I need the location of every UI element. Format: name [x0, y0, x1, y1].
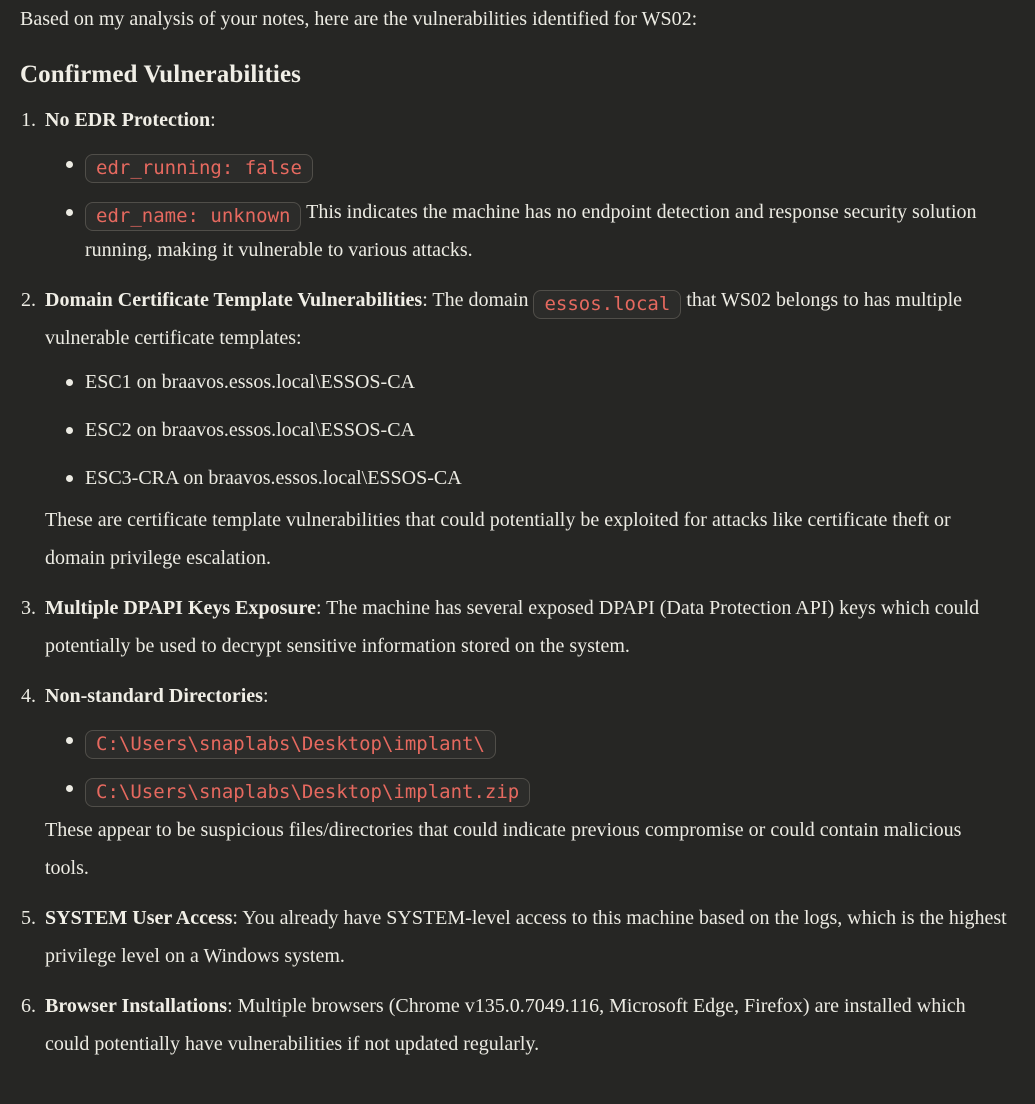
bullet-item	[45, 145, 1007, 183]
inline-code: edr_running: false	[85, 154, 313, 183]
text-segment: :	[262, 685, 269, 707]
item-note: These appear to be suspicious files/directories that could indicate previous compromise or could contain malicious tools.	[45, 819, 962, 879]
item-title: SYSTEM User Access	[45, 907, 233, 929]
intro-paragraph: Based on my analysis of your notes, here are the vulnerabilities identified for WS02:	[20, 8, 698, 30]
item-number: 2.	[21, 289, 36, 311]
text-segment: ESC3-CRA on braavos.essos.local\ESSOS-CA	[85, 467, 462, 489]
text-segment: : You already have SYSTEM-level access to this machine based on the logs, which is the highest privilege level on a Windows system.	[45, 907, 1007, 967]
bullet-item	[45, 769, 1007, 807]
text-segment: : Multiple browsers (Chrome v135.0.7049.116, Microsoft Edge, Firefox) are installed which could potentially have vulnerabilities if not updated regularly.	[45, 995, 966, 1055]
text-segment: : The domain	[422, 289, 534, 311]
vulnerability-item	[20, 987, 1007, 1063]
item-title: Browser Installations	[45, 995, 228, 1017]
item-number: 4.	[21, 685, 36, 707]
item-number: 1.	[21, 109, 36, 131]
vulnerability-item	[20, 281, 1007, 577]
bullet-dot	[66, 161, 73, 168]
vulnerability-item	[20, 677, 1007, 887]
bullet-dot	[66, 737, 73, 744]
inline-code: edr_name: unknown	[85, 202, 301, 231]
bullet-item	[45, 363, 1007, 401]
text-segment: : The machine has several exposed DPAPI (Data Protection API) keys which could potentially be used to decrypt sensitive information stored on the system.	[45, 597, 980, 657]
inline-code: C:\Users\snaplabs\Desktop\implant.zip	[85, 778, 530, 807]
text-segment: ESC1 on braavos.essos.local\ESSOS-CA	[85, 371, 415, 393]
text-segment: This indicates the machine has no endpoint detection and response security solution running, making it vulnerable to various attacks.	[85, 201, 977, 261]
bullet-item	[45, 193, 1007, 269]
item-bullets	[45, 721, 1007, 807]
bullet-item	[45, 411, 1007, 449]
text-segment: :	[210, 109, 216, 131]
bullet-dot	[66, 475, 73, 482]
item-number: 6.	[21, 995, 36, 1017]
bullet-item	[45, 459, 1007, 497]
text-segment: that WS02 belongs to has multiple vulnerable certificate templates:	[45, 289, 963, 349]
item-title: Domain Certificate Template Vulnerabilities	[45, 289, 423, 311]
vulnerability-item	[20, 589, 1007, 665]
item-number: 5.	[21, 907, 36, 929]
vulnerability-item	[20, 101, 1007, 269]
item-bullets	[45, 363, 1007, 497]
vulnerability-item	[20, 899, 1007, 975]
bullet-dot	[66, 427, 73, 434]
item-title: Non-standard Directories	[45, 685, 263, 707]
bullet-dot	[66, 785, 73, 792]
bullet-dot	[66, 379, 73, 386]
item-title: No EDR Protection	[45, 109, 211, 131]
item-note: These are certificate template vulnerabilities that could potentially be exploited for attacks like certificate theft or domain privilege escalation.	[45, 509, 951, 569]
item-number: 3.	[21, 597, 36, 619]
bullet-dot	[66, 209, 73, 216]
inline-code: essos.local	[533, 290, 681, 319]
text-segment: ESC2 on braavos.essos.local\ESSOS-CA	[85, 419, 415, 441]
section-heading: Confirmed Vulnerabilities	[20, 61, 301, 88]
inline-code: C:\Users\snaplabs\Desktop\implant\	[85, 730, 496, 759]
bullet-item	[45, 721, 1007, 759]
vulnerability-list	[20, 101, 1007, 1063]
item-title: Multiple DPAPI Keys Exposure	[45, 597, 316, 619]
item-bullets	[45, 145, 1007, 269]
